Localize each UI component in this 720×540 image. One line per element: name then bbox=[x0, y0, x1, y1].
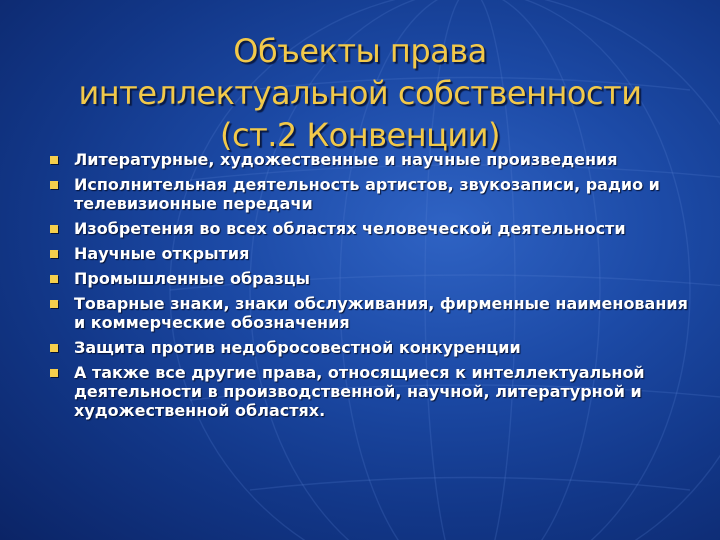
title-line-3: (ст.2 Конвенции) bbox=[220, 116, 500, 154]
bullet-item bbox=[48, 175, 688, 213]
square-bullet-icon bbox=[50, 369, 58, 377]
bullet-text: А также все другие права, относящиеся к интеллектуальной деятельности в производственной, научной, литературной и художественной областях. bbox=[74, 363, 645, 420]
bullet-text: Литературные, художественные и научные произведения bbox=[74, 150, 618, 169]
bullet-text: Промышленные образцы bbox=[74, 269, 310, 288]
bullet-item bbox=[48, 269, 688, 288]
bullet-item bbox=[48, 150, 688, 169]
bullet-list bbox=[48, 150, 688, 426]
bullet-text: Исполнительная деятельность артистов, звукозаписи, радио и телевизионные передачи bbox=[74, 175, 660, 213]
slide-title bbox=[20, 30, 700, 156]
square-bullet-icon bbox=[50, 250, 58, 258]
bullet-item bbox=[48, 294, 688, 332]
square-bullet-icon bbox=[50, 156, 58, 164]
bullet-text: Научные открытия bbox=[74, 244, 250, 263]
square-bullet-icon bbox=[50, 300, 58, 308]
square-bullet-icon bbox=[50, 225, 58, 233]
title-line-1: Объекты права bbox=[233, 32, 487, 70]
bullet-item bbox=[48, 338, 688, 357]
bullet-item bbox=[48, 244, 688, 263]
title-line-2: интеллектуальной собственности bbox=[78, 74, 642, 112]
bullet-item bbox=[48, 219, 688, 238]
bullet-text: Изобретения во всех областях человеческой деятельности bbox=[74, 219, 626, 238]
bullet-text: Товарные знаки, знаки обслуживания, фирменные наименования и коммерческие обозначения bbox=[74, 294, 688, 332]
bullet-item bbox=[48, 363, 688, 420]
square-bullet-icon bbox=[50, 344, 58, 352]
square-bullet-icon bbox=[50, 275, 58, 283]
bullet-text: Защита против недобросовестной конкуренции bbox=[74, 338, 521, 357]
square-bullet-icon bbox=[50, 181, 58, 189]
